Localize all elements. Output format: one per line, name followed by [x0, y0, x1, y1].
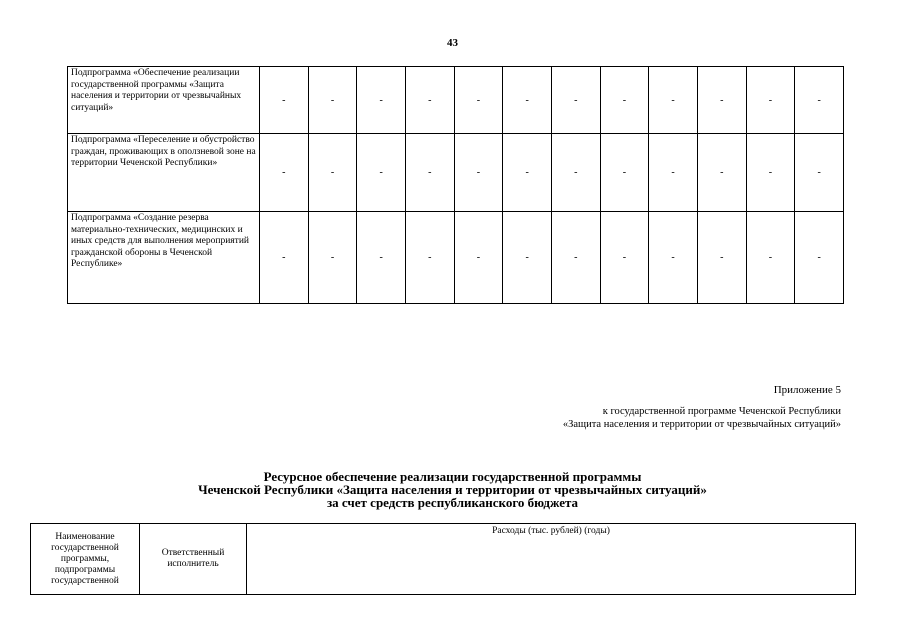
value-cell: -: [503, 134, 552, 212]
document-title-line: Ресурсное обеспечение реализации государственной программы: [263, 469, 642, 484]
column-header-name: Наименование государственной программы, подпрограммы государственной: [31, 524, 140, 595]
table-row: [68, 134, 844, 212]
subprogram-table: [67, 66, 844, 304]
column-header-responsible: Ответственный исполнитель: [140, 524, 247, 595]
value-cell: -: [405, 134, 454, 212]
value-cell: -: [649, 134, 698, 212]
table-row: [68, 67, 844, 134]
value-cell: -: [795, 212, 844, 304]
appendix-subtitle: к государственной программе Чеченской Республики: [602, 406, 841, 417]
value-cell: -: [551, 134, 600, 212]
value-cell: -: [308, 212, 357, 304]
column-header-expenses: Расходы (тыс. рублей) (годы): [247, 524, 856, 595]
value-cell: -: [357, 67, 406, 134]
resource-table: [30, 523, 856, 595]
value-cell: -: [551, 212, 600, 304]
value-cell: -: [697, 212, 746, 304]
value-cell: -: [357, 212, 406, 304]
table-row: [68, 212, 844, 304]
subprogram-name: Подпрограмма «Обеспечение реализации государственной программы «Защита населения и территории от чрезвычайных ситуаций»: [68, 67, 260, 134]
value-cell: -: [795, 134, 844, 212]
value-cell: -: [260, 212, 309, 304]
value-cell: -: [405, 67, 454, 134]
appendix-title: Приложение 5: [773, 384, 841, 396]
subprogram-name: Подпрограмма «Создание резерва материально-технических, медицинских и иных средств для выполнения мероприятий гражданской обороны в Чеченской Республике»: [68, 212, 260, 304]
subprogram-name: Подпрограмма «Переселение и обустройство граждан, проживающих в оползневой зоне на территории Чеченской Республики»: [68, 134, 260, 212]
value-cell: -: [746, 212, 795, 304]
value-cell: -: [454, 212, 503, 304]
value-cell: -: [649, 212, 698, 304]
value-cell: -: [357, 134, 406, 212]
document-title: [0, 470, 905, 509]
document-title-line: Чеченской Республики «Защита населения и территории от чрезвычайных ситуаций»: [198, 482, 707, 497]
value-cell: -: [454, 134, 503, 212]
document-title-line: за счет средств республиканского бюджета: [326, 495, 579, 510]
value-cell: -: [746, 134, 795, 212]
value-cell: -: [503, 67, 552, 134]
value-cell: -: [600, 134, 649, 212]
value-cell: -: [260, 134, 309, 212]
value-cell: -: [795, 67, 844, 134]
value-cell: -: [308, 134, 357, 212]
value-cell: -: [697, 134, 746, 212]
appendix-subtitle: «Защита населения и территории от чрезвычайных ситуаций»: [562, 419, 841, 430]
value-cell: -: [454, 67, 503, 134]
value-cell: -: [551, 67, 600, 134]
page-number: 43: [447, 37, 458, 49]
value-cell: -: [600, 67, 649, 134]
value-cell: -: [746, 67, 795, 134]
value-cell: -: [308, 67, 357, 134]
value-cell: -: [649, 67, 698, 134]
value-cell: -: [600, 212, 649, 304]
value-cell: -: [503, 212, 552, 304]
value-cell: -: [697, 67, 746, 134]
value-cell: -: [405, 212, 454, 304]
table-header-row: [31, 524, 856, 595]
value-cell: -: [260, 67, 309, 134]
